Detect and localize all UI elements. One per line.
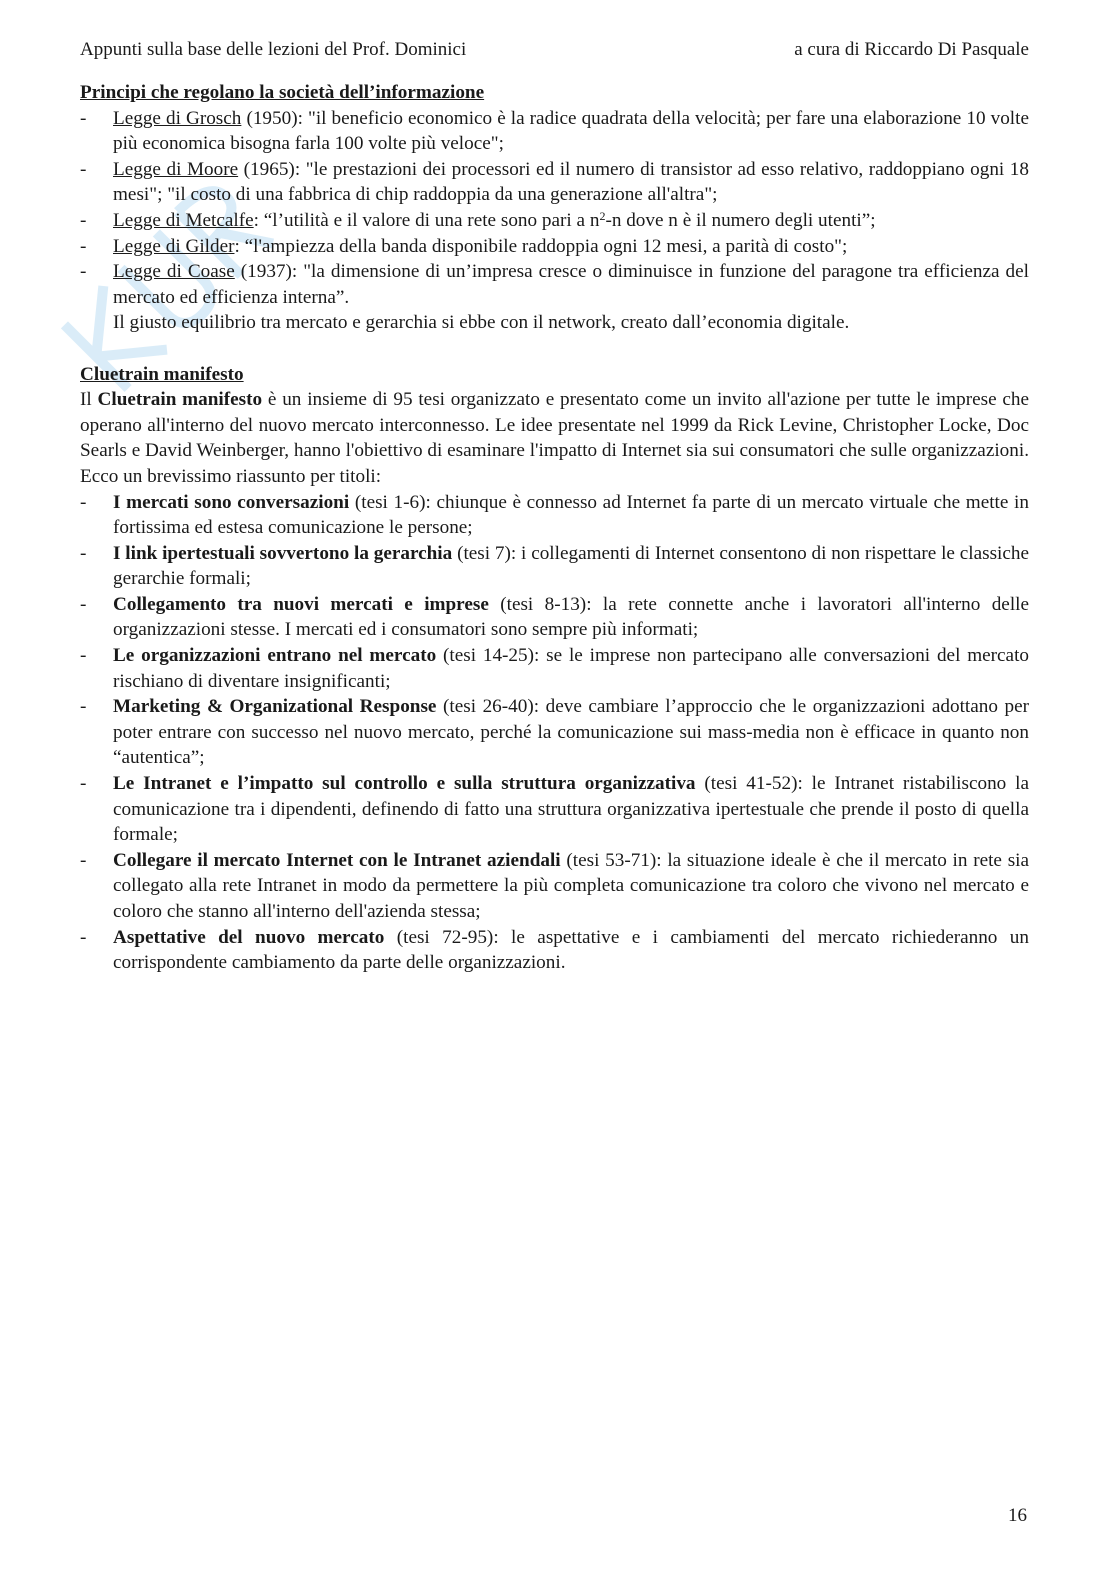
section-title-cluetrain: Cluetrain manifesto <box>80 363 244 385</box>
intro-paragraph: Il Cluetrain manifesto è un insieme di 95 tesi organizzato e presentato come un invito all'azione per tutte le imprese che operano all'interno del nuovo mercato interconnesso. Le idee presentate nel 1999 da Rick Levine, Christopher Locke, Doc Searls e David Weinberger, hanno l'obiettivo di esaminare l'impatto di Internet sia sui consumatori che sulle organizzazioni. Ecco un brevissimo riassunto per titoli: <box>80 389 1029 487</box>
list-item: - Legge di Moore (1965): "le prestazioni dei processori ed il numero di transistor ad esso relativo, raddoppiano ogni 18 mesi"; "il costo di una fabbrica di chip raddoppia da una generazione all'altra"; <box>80 158 1029 206</box>
list-item: - I link ipertestuali sovvertono la gerarchia (tesi 7): i collegamenti di Internet consentono di non rispettare le classiche gerarchie formali; <box>80 542 1029 590</box>
list-item: - Aspettative del nuovo mercato (tesi 72-95): le aspettative e i cambiamenti del mercato richiederanno un corrispondente cambiamento da parte delle organizzazioni. <box>80 926 1029 974</box>
list-item: - Legge di Grosch (1950): "il beneficio economico è la radice quadrata della velocità; per fare una elaborazione 10 volte più economica bisogna farla 100 volte più veloce"; <box>80 107 1029 155</box>
list-item: - Le organizzazioni entrano nel mercato (tesi 14-25): se le imprese non partecipano alle conversazioni del mercato rischiano di diventare insignificanti; <box>80 645 1029 692</box>
list-item: - Legge di Coase (1937): "la dimensione di un’impresa cresce o diminuisce in funzione del paragone tra efficienza del mercato ed efficienza interna”. <box>80 261 1029 308</box>
header-right: a cura di Riccardo Di Pasquale <box>794 39 1029 60</box>
list-item: - Le Intranet e l’impatto sul controllo e sulla struttura organizzativa (tesi 41-52): le Intranet ristabiliscono la comunicazione tra i dipendenti, definendo di fatto una struttura organizzativa ipertestuale che prende il posto di quella formale; <box>80 773 1029 846</box>
section-title-principles: Principi che regolano la società dell’informazione <box>80 82 485 103</box>
list-item: - Collegamento tra nuovi mercati e imprese (tesi 8-13): la rete connette anche i lavoratori all'interno delle organizzazioni stesse. I mercati ed i consumatori sono sempre più informati; <box>80 593 1029 641</box>
list-item: - Marketing & Organizational Response (tesi 26-40): deve cambiare l’approccio che le organizzazioni adottano per poter entrare con successo nel nuovo mercato, perché la comunicazione sui mass-media non è efficace in quanto non “autentica”; <box>80 696 1029 769</box>
list-item: - I mercati sono conversazioni (tesi 1-6): chiunque è connesso ad Internet fa parte di un mercato virtuale che mette in fortissima ed estesa comunicazione le persone; <box>80 491 1029 539</box>
list-item: - Legge di Gilder: “l'ampiezza della banda disponibile raddoppia ogni 12 mesi, a parità di costo"; <box>80 235 848 257</box>
list-item: - Collegare il mercato Internet con le Intranet aziendali (tesi 53-71): la situazione ideale è che il mercato in rete sia collegato alla rete Intranet in modo da permettere la più completa comunicazione tra coloro che vivono nel mercato e coloro che stanno all'interno dell'azienda stessa; <box>80 849 1030 922</box>
page-header <box>80 38 1029 62</box>
document-body <box>80 80 1029 976</box>
list-item: - Legge di Metcalfe: “l’utilità e il valore di una rete sono pari a $n^2-n$ dove n è il numero degli utenti”; <box>80 208 876 231</box>
header-left: Appunti sulla base delle lezioni del Prof. Dominici <box>80 39 467 60</box>
page-number: 16 <box>1008 1505 1027 1526</box>
section-note: Il giusto equilibrio tra mercato e gerarchia si ebbe con il network, creato dall’economia digitale. <box>113 312 850 334</box>
